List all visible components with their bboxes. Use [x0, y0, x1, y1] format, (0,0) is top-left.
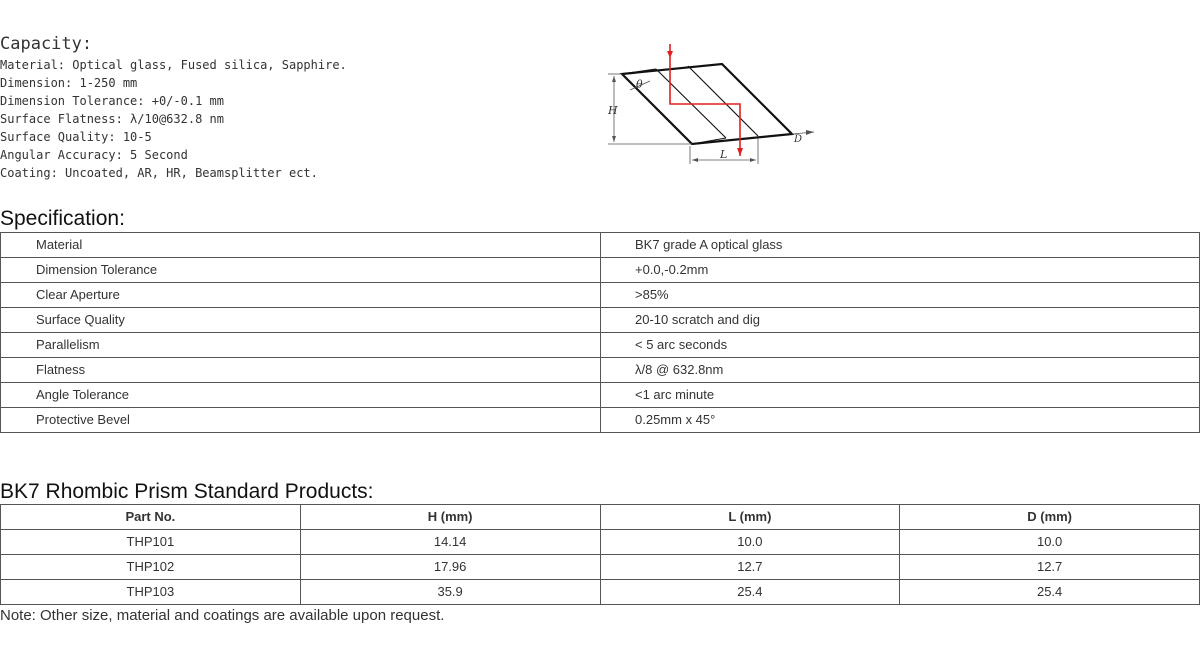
table-row: [1, 258, 1200, 283]
availability-note: Note: Other size, material and coatings are available upon request.: [0, 607, 445, 624]
d-cell: 12.7: [900, 555, 1200, 580]
table-row: [1, 233, 1200, 258]
specification-title: Specification:: [0, 207, 125, 230]
spec-key: Clear Aperture: [1, 283, 601, 308]
part-no-cell: THP102: [1, 555, 301, 580]
capacity-coating: Coating: Uncoated, AR, HR, Beamsplitter ect.: [0, 166, 318, 180]
products-table: [0, 504, 1200, 605]
l-cell: 12.7: [600, 555, 900, 580]
header-h: H (mm): [300, 505, 600, 530]
height-label: H: [608, 104, 618, 117]
capacity-dimension-tolerance: Dimension Tolerance: +0/-0.1 mm: [0, 94, 224, 108]
table-row: [1, 580, 1200, 605]
table-row: [1, 358, 1200, 383]
spec-value: >85%: [601, 283, 1200, 308]
capacity-surface-quality: Surface Quality: 10-5: [0, 130, 152, 144]
length-label: L: [720, 148, 728, 161]
spec-value: BK7 grade A optical glass: [601, 233, 1200, 258]
part-no-cell: THP103: [1, 580, 301, 605]
table-row: [1, 530, 1200, 555]
spec-key: Flatness: [1, 358, 601, 383]
spec-key: Surface Quality: [1, 308, 601, 333]
specification-table: [0, 232, 1200, 433]
table-row: [1, 383, 1200, 408]
d-cell: 10.0: [900, 530, 1200, 555]
spec-value: +0.0,-0.2mm: [601, 258, 1200, 283]
rhombic-prism-diagram: [598, 38, 820, 168]
header-part-no: Part No.: [1, 505, 301, 530]
spec-key: Angle Tolerance: [1, 383, 601, 408]
spec-value: 20-10 scratch and dig: [601, 308, 1200, 333]
capacity-section: [0, 34, 347, 182]
h-cell: 17.96: [300, 555, 600, 580]
table-row: [1, 308, 1200, 333]
spec-value: λ/8 @ 632.8nm: [601, 358, 1200, 383]
table-row: [1, 283, 1200, 308]
spec-value: < 5 arc seconds: [601, 333, 1200, 358]
h-cell: 14.14: [300, 530, 600, 555]
spec-value: <1 arc minute: [601, 383, 1200, 408]
spec-value: 0.25mm x 45°: [601, 408, 1200, 433]
d-cell: 25.4: [900, 580, 1200, 605]
h-cell: 35.9: [300, 580, 600, 605]
table-header-row: [1, 505, 1200, 530]
table-row: [1, 555, 1200, 580]
spec-key: Dimension Tolerance: [1, 258, 601, 283]
spec-key: Material: [1, 233, 601, 258]
table-row: [1, 333, 1200, 358]
table-row: [1, 408, 1200, 433]
theta-label: θ: [636, 78, 643, 91]
depth-label: D: [794, 134, 803, 145]
l-cell: 25.4: [600, 580, 900, 605]
spec-key: Protective Bevel: [1, 408, 601, 433]
l-cell: 10.0: [600, 530, 900, 555]
capacity-material: Material: Optical glass, Fused silica, Sapphire.: [0, 58, 347, 72]
capacity-surface-flatness: Surface Flatness: λ/10@632.8 nm: [0, 112, 224, 126]
header-l: L (mm): [600, 505, 900, 530]
capacity-angular-accuracy: Angular Accuracy: 5 Second: [0, 148, 188, 162]
capacity-title: Capacity:: [0, 34, 93, 54]
capacity-dimension: Dimension: 1-250 mm: [0, 76, 138, 90]
spec-key: Parallelism: [1, 333, 601, 358]
part-no-cell: THP101: [1, 530, 301, 555]
products-title: BK7 Rhombic Prism Standard Products:: [0, 480, 374, 503]
header-d: D (mm): [900, 505, 1200, 530]
